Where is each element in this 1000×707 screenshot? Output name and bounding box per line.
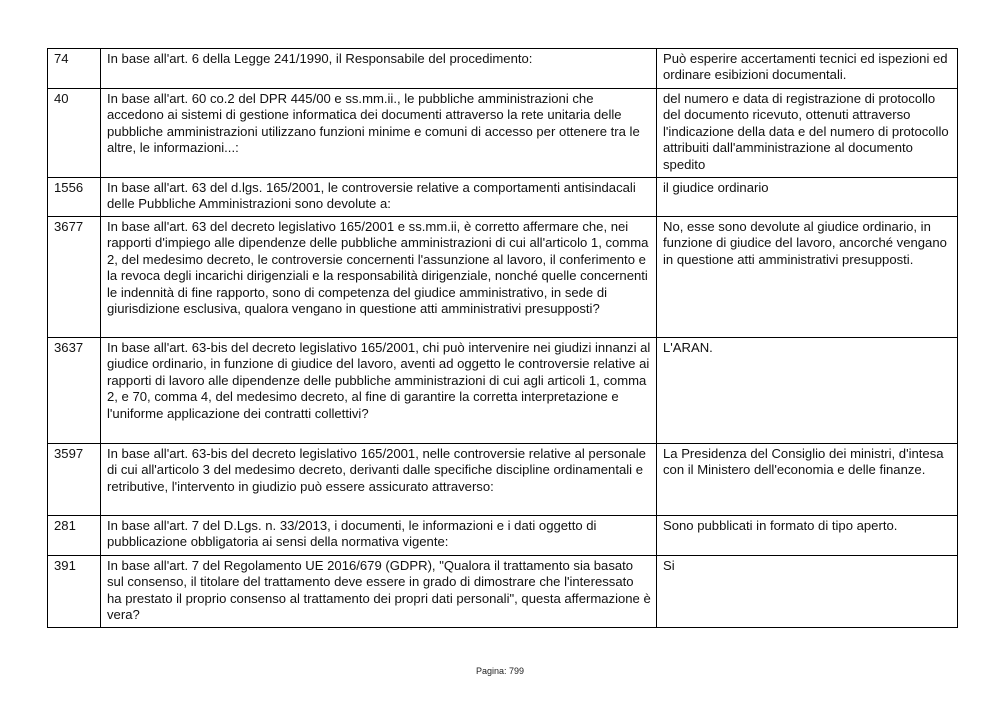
page-number: Pagina: 799 bbox=[475, 666, 525, 676]
table-row bbox=[48, 49, 958, 89]
table-row bbox=[48, 444, 958, 516]
question-number: 3597 bbox=[48, 444, 101, 516]
question-text: In base all'art. 63-bis del decreto legislativo 165/2001, nelle controversie relative al personale di cui all'articolo 3 del medesimo decreto, derivanti dalle specifiche discipline ordinamentali e retributive, l'intervento in giudizio può essere assicurato attraverso: bbox=[101, 444, 657, 516]
question-text: In base all'art. 63-bis del decreto legislativo 165/2001, chi può intervenire nei giudizi innanzi al giudice ordinario, in funzione di giudice del lavoro, aventi ad oggetto le controversie relative ai rapporti di lavoro alle dipendenze delle pubbliche amministrazioni di cui agli articoli 1, comma 2, e 70, comma 4, del medesimo decreto, al fine di garantire la corretta interpretazione e l'uniforme applicazione dei contratti collettivi? bbox=[101, 338, 657, 444]
table-row bbox=[48, 178, 958, 217]
answer-text: del numero e data di registrazione di protocollo del documento ricevuto, ottenuti attraverso l'indicazione della data e del numero di protocollo attribuiti dall'amministrazione al documento spedito bbox=[657, 89, 958, 178]
question-text: In base all'art. 63 del d.lgs. 165/2001, le controversie relative a comportamenti antisindacali delle Pubbliche Amministrazioni sono devolute a: bbox=[101, 178, 657, 217]
answer-text: il giudice ordinario bbox=[657, 178, 958, 217]
question-text: In base all'art. 7 del Regolamento UE 2016/679 (GDPR), "Qualora il trattamento sia basato sul consenso, il titolare del trattamento deve essere in grado di dimostrare che l'interessato ha prestato il proprio consenso al trattamento dei propri dati personali", questa affermazione è vera? bbox=[101, 556, 657, 628]
question-number: 3637 bbox=[48, 338, 101, 444]
question-number: 40 bbox=[48, 89, 101, 178]
table-row bbox=[48, 89, 958, 178]
table-row bbox=[48, 516, 958, 556]
answer-text: No, esse sono devolute al giudice ordinario, in funzione di giudice del lavoro, ancorché vengano in questione atti amministrativi presupposti. bbox=[657, 217, 958, 338]
answer-text: Sono pubblicati in formato di tipo aperto. bbox=[657, 516, 958, 556]
answer-text: L'ARAN. bbox=[657, 338, 958, 444]
question-table bbox=[47, 48, 958, 628]
question-text: In base all'art. 7 del D.Lgs. n. 33/2013, i documenti, le informazioni e i dati oggetto di pubblicazione obbligatoria ai sensi della normativa vigente: bbox=[101, 516, 657, 556]
answer-text: Può esperire accertamenti tecnici ed ispezioni ed ordinare esibizioni documentali. bbox=[657, 49, 958, 89]
question-number: 1556 bbox=[48, 178, 101, 217]
question-text: In base all'art. 6 della Legge 241/1990, il Responsabile del procedimento: bbox=[101, 49, 657, 89]
question-number: 281 bbox=[48, 516, 101, 556]
table-row bbox=[48, 217, 958, 338]
table-row bbox=[48, 556, 958, 628]
question-text: In base all'art. 60 co.2 del DPR 445/00 e ss.mm.ii., le pubbliche amministrazioni che accedono ai sistemi di gestione informatica dei documenti attraverso la rete unitaria delle pubbliche amministrazioni utilizzano funzioni minime e comuni di accesso per ottenere tra le altre, le informazioni...: bbox=[101, 89, 657, 178]
table-row bbox=[48, 338, 958, 444]
question-text: In base all'art. 63 del decreto legislativo 165/2001 e ss.mm.ii, è corretto affermare che, nei rapporti d'impiego alle dipendenze delle pubbliche amministrazioni di cui all'articolo 1, comma 2, del medesimo decreto, le controversie concernenti l'assunzione al lavoro, il conferimento e la revoca degli incarichi dirigenziali e la responsabilità dirigenziale, nonché quelle concernenti le indennità di fine rapporto, sono di competenza del giudice amministrativo, in sede di giurisdizione esclusiva, qualora vengano in questione atti amministrativi presupposti? bbox=[101, 217, 657, 338]
answer-text: Si bbox=[657, 556, 958, 628]
question-number: 3677 bbox=[48, 217, 101, 338]
answer-text: La Presidenza del Consiglio dei ministri, d'intesa con il Ministero dell'economia e delle finanze. bbox=[657, 444, 958, 516]
question-number: 391 bbox=[48, 556, 101, 628]
question-number: 74 bbox=[48, 49, 101, 89]
